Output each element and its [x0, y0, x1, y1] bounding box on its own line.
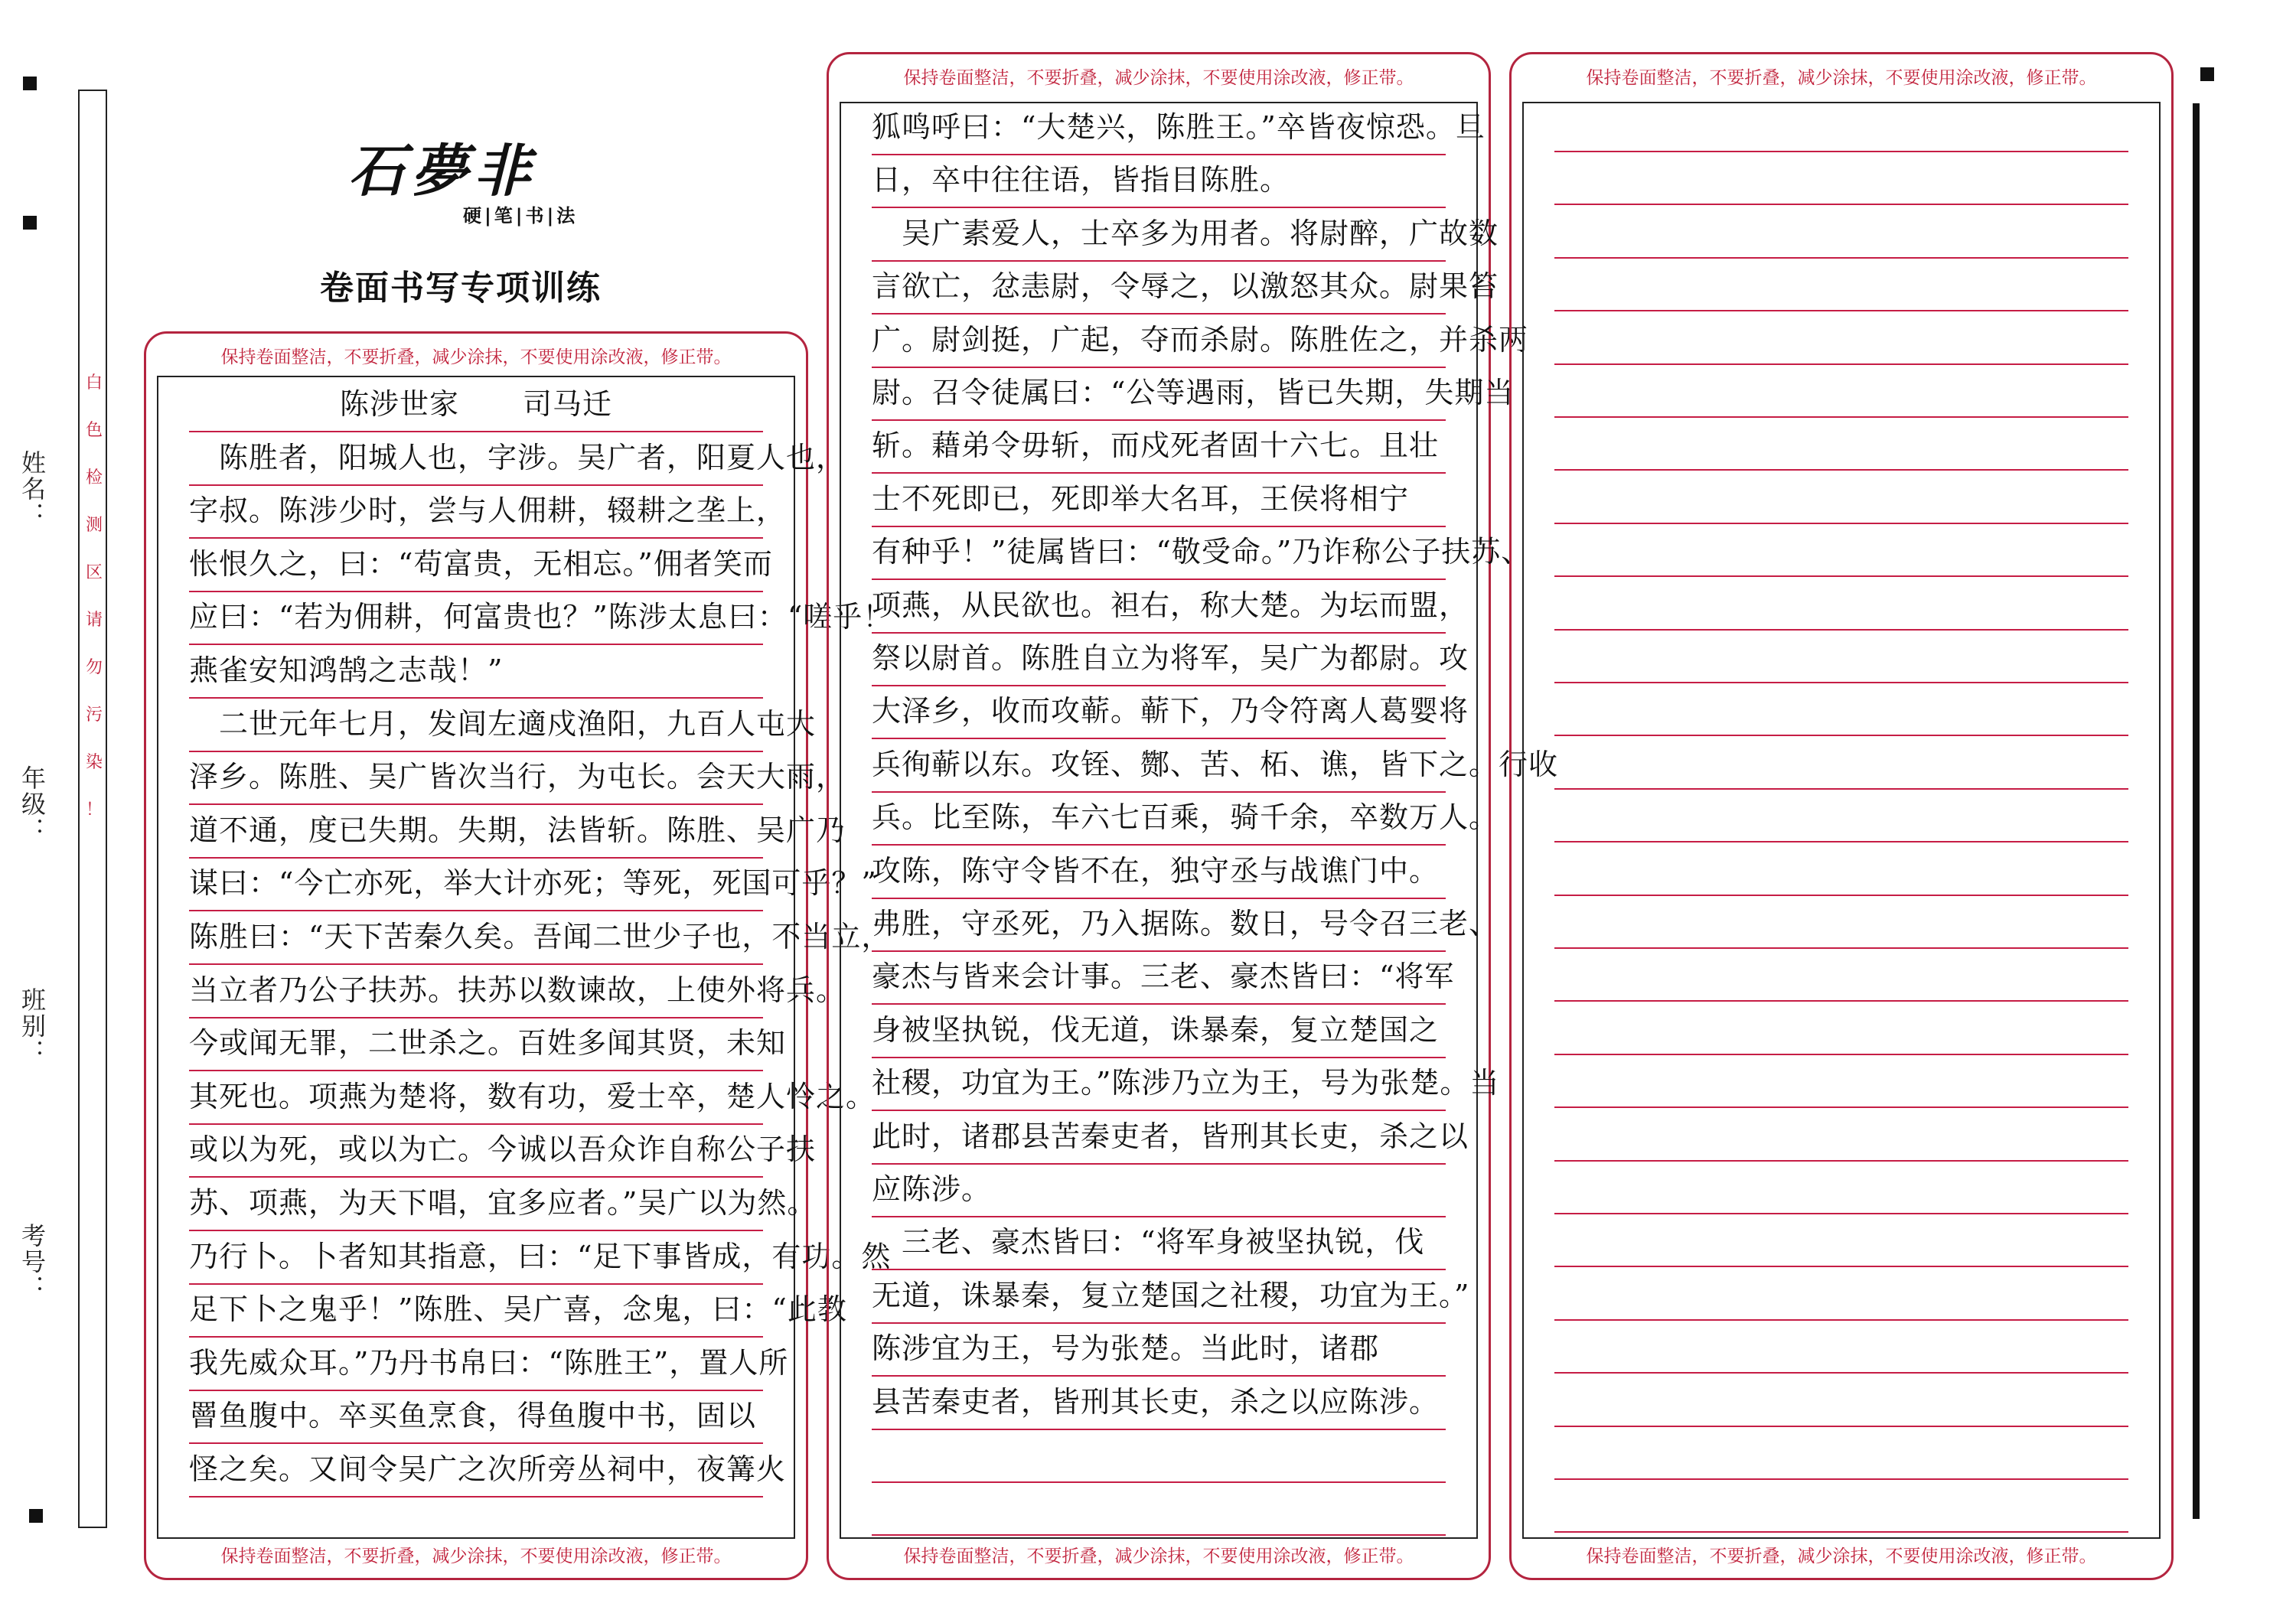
strip-char: 勿	[85, 658, 103, 677]
strip-char: 请	[85, 611, 103, 630]
essay-line: 字叔。陈涉少时，尝与人佣耕，辍耕之垄上，	[189, 488, 763, 539]
essay-line: 当立者乃公子扶苏。扶苏以数谏故，上使外将兵。	[189, 968, 763, 1018]
panel-1-frame	[157, 376, 893, 1539]
essay-line: 士不死即已，死即举大名耳，王侯将相宁	[872, 477, 1446, 527]
strip-char: 色	[85, 421, 103, 440]
essay-line: 三老、豪杰皆曰：“将军身被坚执锐，伐	[872, 1220, 1446, 1270]
name-label: 姓名：	[18, 450, 47, 528]
panel-notice-top: 保持卷面整洁，不要折叠，减少涂抹，不要使用涂改液，修正带。	[1586, 68, 2097, 88]
essay-line: 此时，诸郡县苦秦吏者，皆刑其长吏，杀之以	[872, 1114, 1446, 1165]
panel-notice-bottom: 保持卷面整洁，不要折叠，减少涂抹，不要使用涂改液，修正带。	[1586, 1546, 2097, 1566]
strip-char: 染	[85, 753, 103, 772]
blank-rule-line	[1554, 1531, 2128, 1533]
panel-3-frame	[1522, 102, 2161, 1539]
page-heading: 卷面书写专项训练	[320, 269, 602, 308]
essay-line: 应陈涉。	[872, 1167, 1446, 1217]
registration-mark	[23, 77, 37, 90]
essay-title-row	[189, 382, 763, 432]
blank-rule-line	[1554, 1000, 2128, 1002]
essay-line: 县苦秦吏者，皆刑其长吏，杀之以应陈涉。	[872, 1380, 1446, 1430]
strip-char: 检	[85, 468, 103, 487]
blank-rule-line	[1554, 1426, 2128, 1427]
blank-rule-line	[1554, 1160, 2128, 1162]
essay-line: 吴广素爱人，士卒多为用者。将尉醉，广故数	[872, 211, 1446, 262]
essay-line: 兵。比至陈，车六七百乘，骑千余，卒数万人。	[872, 795, 1446, 846]
writing-panel-2	[827, 52, 1559, 1580]
essay-line: 谋曰：“今亡亦死，举大计亦死；等死，死国可乎？”	[189, 861, 763, 911]
essay-line: 弗胜，守丞死，乃入据陈。数日，号令召三老、	[872, 901, 1446, 952]
essay-line: 今或闻无罪，二世杀之。百姓多闻其贤，未知	[189, 1021, 763, 1071]
essay-line: 其死也。项燕为楚将，数有功，爱士卒，楚人怜之。	[189, 1074, 763, 1125]
essay-title: 陈涉世家	[339, 387, 459, 421]
essay-line	[872, 1432, 1446, 1483]
essay-line: 无道，诛暴秦，复立楚国之社稷，功宜为王。”	[872, 1273, 1446, 1324]
blank-rule-line	[1554, 841, 2128, 842]
essay-line: 日，卒中往往语，皆指目陈胜。	[872, 158, 1446, 208]
blank-rule-line	[1554, 1372, 2128, 1374]
essay-line: 广。尉剑挺，广起，夺而杀尉。陈胜佐之，并杀两	[872, 318, 1446, 368]
essay-line: 言欲亡，忿恚尉，令辱之，以激怒其众。尉果笞	[872, 264, 1446, 314]
strip-char: ！	[85, 800, 103, 820]
essay-line: 足下卜之鬼乎！”陈胜、吴广喜，念鬼，曰：“此教	[189, 1287, 763, 1338]
blank-rule-line	[1554, 1319, 2128, 1321]
grade-label: 年级：	[18, 765, 47, 843]
essay-line: 苏、项燕，为天下唱，宜多应者。”吴广以为然。	[189, 1181, 763, 1231]
essay-line: 狐鸣呼曰：“大楚兴，陈胜王。”卒皆夜惊恐。旦	[872, 105, 1446, 155]
blank-rule-line	[1554, 310, 2128, 311]
essay-line: 尉。召令徒属曰：“公等遇雨，皆已失期，失期当	[872, 370, 1446, 421]
strip-char: 白	[85, 373, 103, 393]
essay-line: 陈胜曰：“天下苦秦久矣。吾闻二世少子也，不当立，	[189, 914, 763, 965]
writing-panel-3	[1509, 52, 2174, 1580]
essay-line: 或以为死，或以为亡。今诚以吾众诈自称公子扶	[189, 1127, 763, 1178]
essay-line: 罾鱼腹中。卒买鱼烹食，得鱼腹中书，固以	[189, 1393, 763, 1444]
alignment-bar	[2193, 103, 2200, 1519]
exam-number-label: 考号：	[18, 1223, 47, 1301]
essay-line: 我先威众耳。”乃丹书帛曰：“陈胜王”，置人所	[189, 1341, 763, 1391]
essay-line: 祭以尉首。陈胜自立为将军，吴广为都尉。攻	[872, 636, 1446, 686]
essay-line: 斩。藉弟令毋斩，而戍死者固十六七。且壮	[872, 423, 1446, 474]
blank-rule-line	[1554, 469, 2128, 471]
essay-line: 泽乡。陈胜、吴广皆次当行，为屯长。会天大雨，	[189, 754, 763, 805]
essay-line: 二世元年七月，发闾左適戍渔阳，九百人屯大	[189, 702, 763, 752]
registration-mark	[2200, 67, 2214, 81]
essay-line: 怪之矣。又间令吴广之次所旁丛祠中，夜篝火	[189, 1447, 763, 1498]
essay-author: 司马迁	[523, 387, 613, 421]
registration-mark	[23, 216, 37, 230]
essay-line: 社稷，功宜为王。”陈涉乃立为王，号为张楚。当	[872, 1061, 1446, 1111]
blank-rule-line	[1554, 1213, 2128, 1214]
essay-line: 大泽乡，收而攻蕲。蕲下，乃令符离人葛婴将	[872, 689, 1446, 739]
panel-2-frame	[840, 102, 1559, 1539]
essay-line: 身被坚执锐，伐无道，诛暴秦，复立楚国之	[872, 1008, 1446, 1058]
panel-notice-bottom: 保持卷面整洁，不要折叠，减少涂抹，不要使用涂改液，修正带。	[220, 1546, 732, 1566]
class-label: 班别：	[18, 987, 47, 1065]
essay-line: 乃行卜。卜者知其指意，曰：“足下事皆成，有功。然	[189, 1234, 763, 1285]
blank-rule-line	[1554, 416, 2128, 418]
essay-line: 怅恨久之，曰：“苟富贵，无相忘。”佣者笑而	[189, 542, 763, 592]
essay-line: 兵徇蕲以东。攻铚、酂、苦、柘、谯，皆下之。行收	[872, 742, 1446, 793]
essay-line: 燕雀安知鸿鹄之志哉！”	[189, 648, 763, 699]
blank-rule-line	[1554, 682, 2128, 683]
blank-rule-line	[1554, 257, 2128, 259]
blank-rule-line	[1554, 523, 2128, 524]
writing-panel-1	[144, 331, 893, 1580]
essay-line: 道不通，度已失期。失期，法皆斩。陈胜、吴广乃	[189, 808, 763, 859]
blank-rule-line	[1554, 363, 2128, 365]
essay-line: 豪杰与皆来会计事。三老、豪杰皆曰：“将军	[872, 954, 1446, 1005]
essay-line: 项燕，从民欲也。袒右，称大楚。为坛而盟，	[872, 583, 1446, 634]
brand-logo: 石夢非	[348, 139, 536, 204]
blank-rule-line	[1554, 629, 2128, 631]
strip-char: 区	[85, 563, 103, 582]
panel-notice-bottom: 保持卷面整洁，不要折叠，减少涂抹，不要使用涂改液，修正带。	[903, 1546, 1414, 1566]
blank-rule-line	[1554, 895, 2128, 896]
brand-subtitle: 硬|笔|书|法	[463, 205, 579, 227]
blank-rule-line	[1554, 1106, 2128, 1108]
strip-char: 污	[85, 706, 103, 725]
panel-notice-top: 保持卷面整洁，不要折叠，减少涂抹，不要使用涂改液，修正带。	[220, 347, 732, 367]
blank-rule-line	[1554, 1266, 2128, 1267]
essay-line: 陈涉宜为王，号为张楚。当此时，诸郡	[872, 1326, 1446, 1377]
essay-line: 陈胜者，阳城人也，字涉。吴广者，阳夏人也，	[189, 435, 763, 486]
registration-mark	[29, 1509, 43, 1523]
essay-line: 应曰：“若为佣耕，何富贵也？”陈涉太息曰：“嗟乎！	[189, 595, 763, 645]
blank-rule-line	[1554, 1478, 2128, 1480]
strip-char: 测	[85, 516, 103, 535]
blank-rule-line	[1554, 788, 2128, 790]
essay-line	[872, 1485, 1446, 1536]
blank-rule-line	[1554, 947, 2128, 949]
strip-notice	[83, 360, 106, 834]
panel-notice-top: 保持卷面整洁，不要折叠，减少涂抹，不要使用涂改液，修正带。	[903, 68, 1414, 88]
blank-rule-line	[1554, 1054, 2128, 1055]
essay-line: 攻陈，陈守令皆不在，独守丞与战谯门中。	[872, 849, 1446, 899]
blank-rule-line	[1554, 151, 2128, 152]
essay-line: 有种乎！”徒属皆曰：“敬受命。”乃诈称公子扶苏、	[872, 530, 1446, 580]
blank-rule-line	[1554, 735, 2128, 736]
blank-rule-line	[1554, 204, 2128, 205]
blank-rule-line	[1554, 575, 2128, 577]
